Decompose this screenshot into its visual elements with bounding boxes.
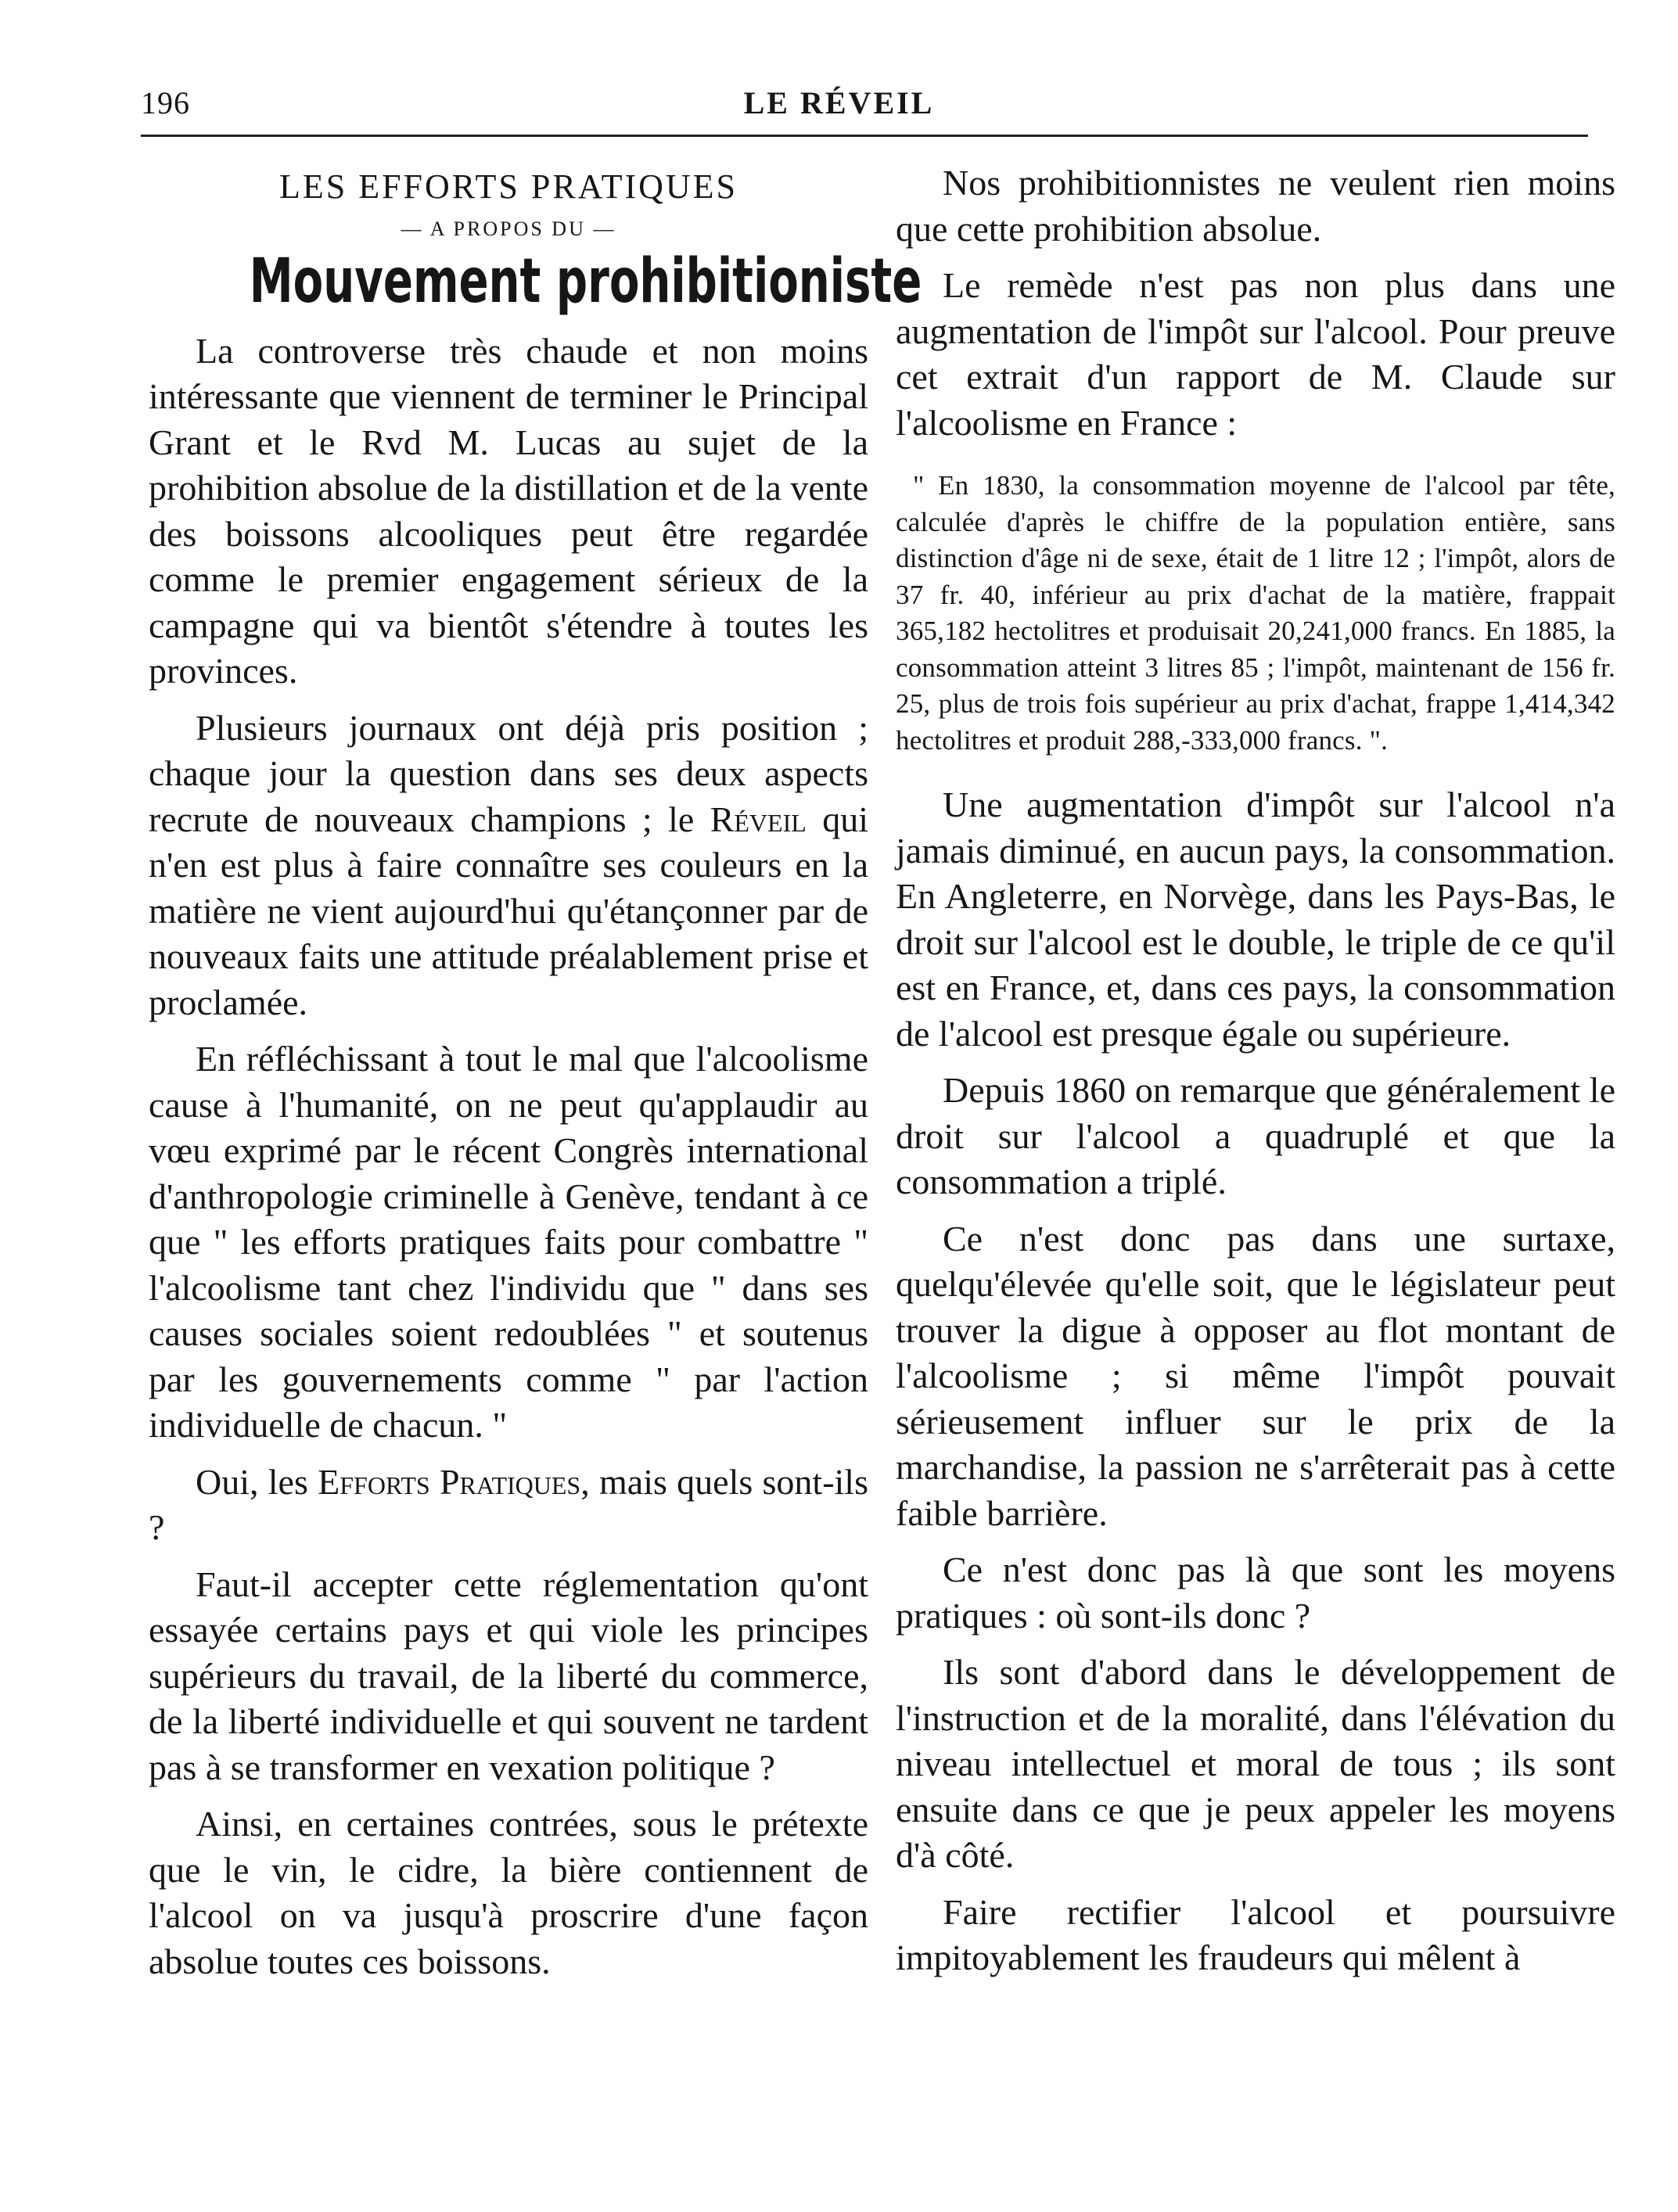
emphasis-efforts: Efforts Pratiques — [318, 1461, 581, 1502]
right-column — [896, 160, 1615, 1992]
section-subkicker: — A PROPOS DU — — [401, 217, 616, 240]
paragraph: Ce n'est donc pas là que sont les moyens pratiques : où sont-ils donc ? — [896, 1549, 1615, 1636]
paragraph: Faut-il accepter cette réglementation qu'ont essayée certains pays et qui viole les principes supérieurs du travail, de la liberté du commerce, de la liberté individuelle et qui souvent ne tardent pas à se transformer en vexation politique ? — [149, 1564, 868, 1787]
paragraph: En réfléchissant à tout le mal que l'alcoolisme cause à l'humanité, on ne peut qu'applaudir au vœu exprimé par le récent Congrès international d'anthropologie criminelle à Genève, tendant à ce que " les efforts pratiques faits pour combattre " l'alcoolisme tant chez l'individu que " dans ses causes sociales soient redoublées " et soutenus par les gouvernements comme " par l'action individuelle de chacun. " — [149, 1039, 868, 1445]
paragraph-text: , mais quels sont-ils ? — [149, 1461, 868, 1548]
paragraph: La controverse très chaude et non moins intéressante que viennent de terminer le Principal Grant et le Rvd M. Lucas au sujet de la prohibition absolue de la distillation et de la vente des boissons alcooliques peut être regardée comme le premier engagement sérieux de la campagne qui va bientôt s'étendre à toutes les provinces. — [149, 330, 868, 691]
article-headline: Mouvement prohibitioniste — [249, 246, 922, 317]
left-column — [149, 160, 922, 1995]
paragraph: Le remède n'est pas non plus dans une augmentation de l'impôt sur l'alcool. Pour preuve cet extrait d'un rapport de M. Claude sur l'alcoolisme en France : — [896, 265, 1615, 443]
paragraph: Une augmentation d'impôt sur l'alcool n'a jamais diminué, en aucun pays, la consommation. En Angleterre, en Norvège, dans les Pays-Bas, le droit sur l'alcool est le double, le triple de ce qu'il est en France, et, dans ces pays, la consommation de l'alcool est presque égale ou supérieure. — [896, 785, 1615, 1054]
running-head: LE RÉVEIL — [743, 85, 935, 120]
page-number: 196 — [141, 85, 190, 120]
section-kicker: LES EFFORTS PRATIQUES — [278, 167, 738, 206]
paragraph: Ainsi, en certaines contrées, sous le prétexte que le vin, le cidre, la bière contiennent de l'alcool on va jusqu'à proscrire d'une façon absolue toutes ces boissons. — [149, 1804, 868, 1981]
paragraph: Ce n'est donc pas dans une surtaxe, quelqu'élevée qu'elle soit, que le législateur peut trouver la digue à opposer au flot montant de l'alcoolisme ; si même l'impôt pouvait sérieusement influer sur le prix de la marchandise, la passion ne s'arrêterait pas à cette faible barrière. — [896, 1218, 1615, 1533]
journal-name: Réveil — [710, 799, 807, 839]
paragraph: Nos prohibitionnistes ne veulent rien moins que cette prohibition absolue. — [896, 163, 1615, 249]
paragraph — [149, 706, 868, 1026]
paragraph — [149, 1460, 868, 1551]
paragraph: Faire rectifier l'alcool et poursuivre impitoyablement les fraudeurs qui mêlent à — [896, 1891, 1615, 1977]
paragraph: Depuis 1860 on remarque que généralement le droit sur l'alcool a quadruplé et que la consommation a triplé. — [896, 1070, 1615, 1201]
paragraph-text: Oui, les — [196, 1461, 318, 1502]
header-rule — [141, 135, 1588, 137]
paragraph-text: qui n'en est plus à faire connaître ses couleurs en la matière ne vient aujourd'hui qu'étançonner par de nouveaux faits une attitude préalablement prise et proclamée. — [149, 799, 868, 1022]
paragraph: Ils sont d'abord dans le développement de l'instruction et de la moralité, dans l'élévation du niveau intellectuel et moral de tous ; ils sont ensuite dans ce que je peux appeler les moyens d'à côté. — [896, 1652, 1615, 1875]
paragraph-text: Plusieurs journaux ont déjà pris position ; chaque jour la question dans ses deux aspects recrute de nouveaux champions ; le — [149, 707, 868, 839]
block-quote: " En 1830, la consommation moyenne de l'alcool par tête, calculée d'après le chiffre de la population entière, sans distinction d'âge ni de sexe, était de 1 litre 12 ; l'impôt, alors de 37 fr. 40, inférieur au prix d'achat de la matière, frappait 365,182 hectolitres et produisait 20,241,000 francs. En 1885, la consommation atteint 3 litres 85 ; l'impôt, maintenant de 156 fr. 25, plus de trois fois supérieur au prix d'achat, frappe 1,414,342 hectolitres et produit 288,-333,000 francs. ". — [896, 470, 1615, 756]
